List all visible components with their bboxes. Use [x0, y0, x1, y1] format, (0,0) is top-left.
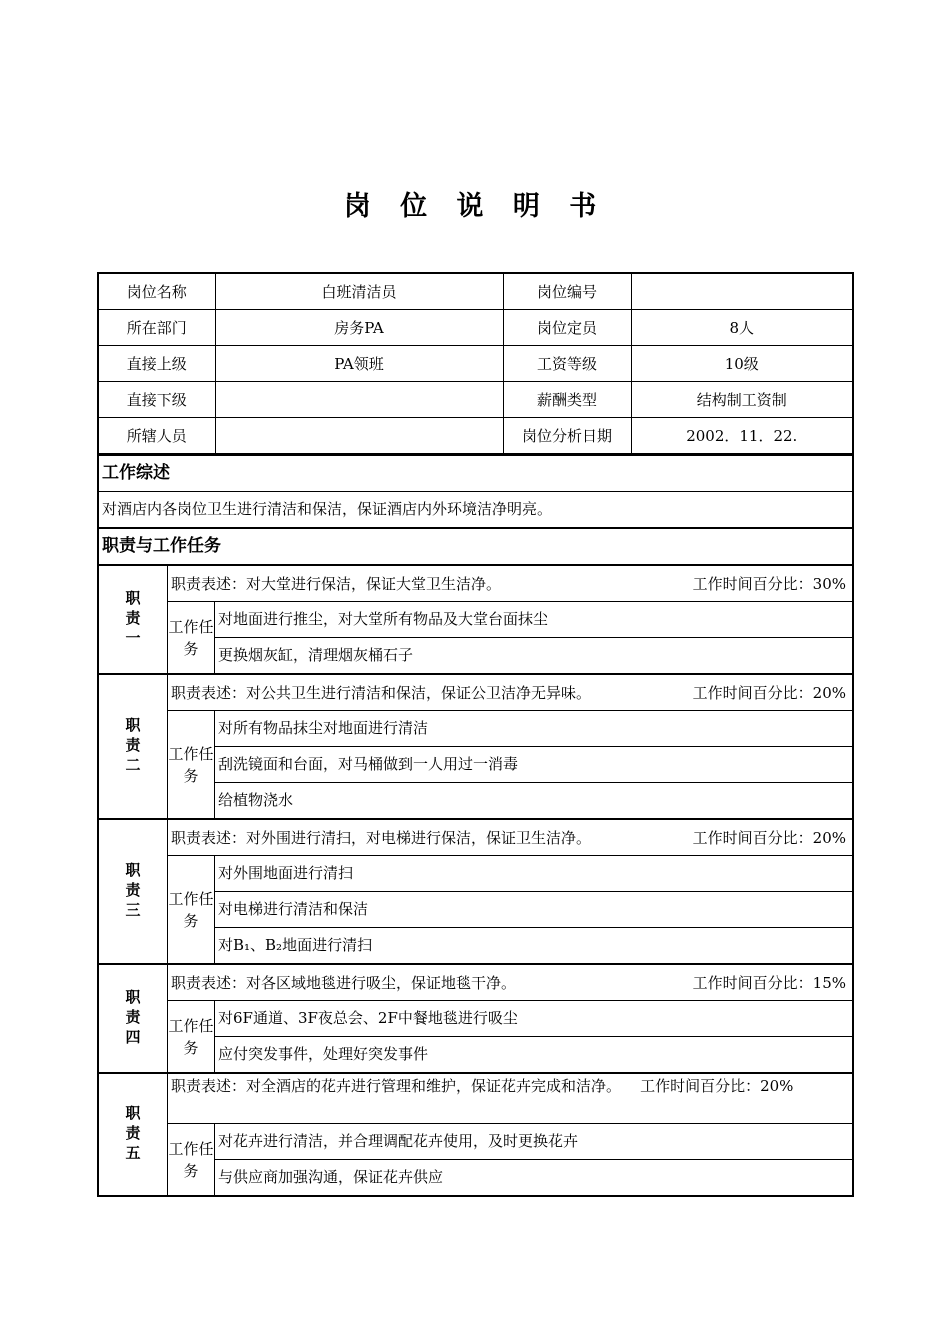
task-list [215, 602, 852, 673]
info-label: 直接上级 [99, 346, 215, 382]
task-item: 对地面进行推尘，对大堂所有物品及大堂台面抹尘 [215, 602, 852, 638]
task-label: 工作任务 [168, 711, 215, 818]
task-item: 给植物浇水 [218, 791, 294, 809]
duty-description [168, 820, 852, 856]
info-row [99, 274, 852, 310]
duty-statement: 职责表述：对大堂进行保洁，保证大堂卫生洁净。 [171, 575, 502, 593]
info-label: 岗位编号 [503, 274, 631, 310]
time-percentage: 工作时间百分比：15% [692, 974, 846, 992]
task-item: 应付突发事件，处理好突发事件 [218, 1045, 429, 1063]
info-value: PA领班 [215, 346, 503, 382]
info-label: 岗位分析日期 [503, 418, 631, 454]
duty-description [168, 1074, 852, 1124]
task-item: 与供应商加强沟通，保证花卉供应 [218, 1168, 444, 1186]
info-label: 薪酬类型 [503, 382, 631, 418]
time-percentage: 工作时间百分比：20% [692, 684, 846, 702]
job-description-form [97, 272, 854, 1197]
task-label: 工作任务 [168, 856, 215, 963]
duty-block [99, 673, 852, 818]
info-value: 结构制工资制 [631, 382, 852, 418]
info-value [215, 418, 503, 454]
duty-statement: 职责表述：对各区域地毯进行吸尘，保证地毯干净。 [171, 974, 517, 992]
duty-label: 职责三 [123, 861, 142, 922]
duty-statement: 职责表述：对外围进行清扫，对电梯进行保洁，保证卫生洁净。 [171, 829, 592, 847]
basic-info-table [99, 274, 852, 454]
task-list [215, 1001, 852, 1072]
task-item: 对所有物品抹尘对地面进行清洁 [215, 711, 852, 747]
duty-description [168, 566, 852, 602]
info-value: 2002．11．22. [631, 418, 852, 454]
info-value: 白班清洁员 [215, 274, 503, 310]
task-item: 对电梯进行清洁和保洁 [215, 892, 852, 928]
duty-label: 职责五 [123, 1104, 142, 1165]
info-row [99, 382, 852, 418]
task-label: 工作任务 [168, 1001, 215, 1072]
info-row [99, 418, 852, 454]
duty-block [99, 1072, 852, 1195]
summary-text: 对酒店内各岗位卫生进行清洁和保洁，保证酒店内外环境洁净明亮。 [99, 491, 852, 527]
info-label: 直接下级 [99, 382, 215, 418]
duty-label: 职责一 [123, 589, 142, 650]
info-value [215, 382, 503, 418]
task-label: 工作任务 [168, 602, 215, 673]
info-label: 工资等级 [503, 346, 631, 382]
duty-statement: 职责表述：对全酒店的花卉进行管理和维护，保证花卉完成和洁净。 [171, 1077, 622, 1095]
duty-block [99, 818, 852, 963]
task-label: 工作任务 [168, 1124, 215, 1195]
task-list [215, 856, 852, 963]
info-value: 10级 [631, 346, 852, 382]
task-list [215, 711, 852, 818]
task-item: 对外围地面进行清扫 [215, 856, 852, 892]
document-title: 岗 位 说 明 书 [343, 191, 607, 222]
task-item: 对花卉进行清洁，并合理调配花卉使用，及时更换花卉 [215, 1124, 852, 1160]
time-percentage: 工作时间百分比：30% [692, 575, 846, 593]
time-percentage: 工作时间百分比：20% [692, 829, 846, 847]
duty-label: 职责二 [123, 716, 142, 777]
time-percentage: 工作时间百分比：20% [640, 1077, 794, 1095]
duty-description [168, 965, 852, 1001]
duty-block [99, 963, 852, 1072]
info-label: 所辖人员 [99, 418, 215, 454]
info-row [99, 346, 852, 382]
task-item: 刮洗镜面和台面，对马桶做到一人用过一消毒 [215, 747, 852, 783]
info-label: 岗位名称 [99, 274, 215, 310]
task-list [215, 1124, 852, 1195]
duty-description [168, 675, 852, 711]
info-value [631, 274, 852, 310]
duty-label: 职责四 [123, 988, 142, 1049]
task-item: 对B₁、B₂地面进行清扫 [218, 936, 373, 954]
duties-heading: 职责与工作任务 [99, 527, 852, 564]
duty-statement: 职责表述：对公共卫生进行清洁和保洁，保证公卫洁净无异味。 [171, 684, 592, 702]
info-value: 8人 [631, 310, 852, 346]
info-value: 房务PA [215, 310, 503, 346]
summary-heading: 工作综述 [99, 454, 852, 491]
info-label: 所在部门 [99, 310, 215, 346]
info-label: 岗位定员 [503, 310, 631, 346]
duty-block [99, 564, 852, 673]
task-item: 更换烟灰缸，清理烟灰桶石子 [218, 646, 414, 664]
info-row [99, 310, 852, 346]
task-item: 对6F通道、3F夜总会、2F中餐地毯进行吸尘 [215, 1001, 852, 1037]
